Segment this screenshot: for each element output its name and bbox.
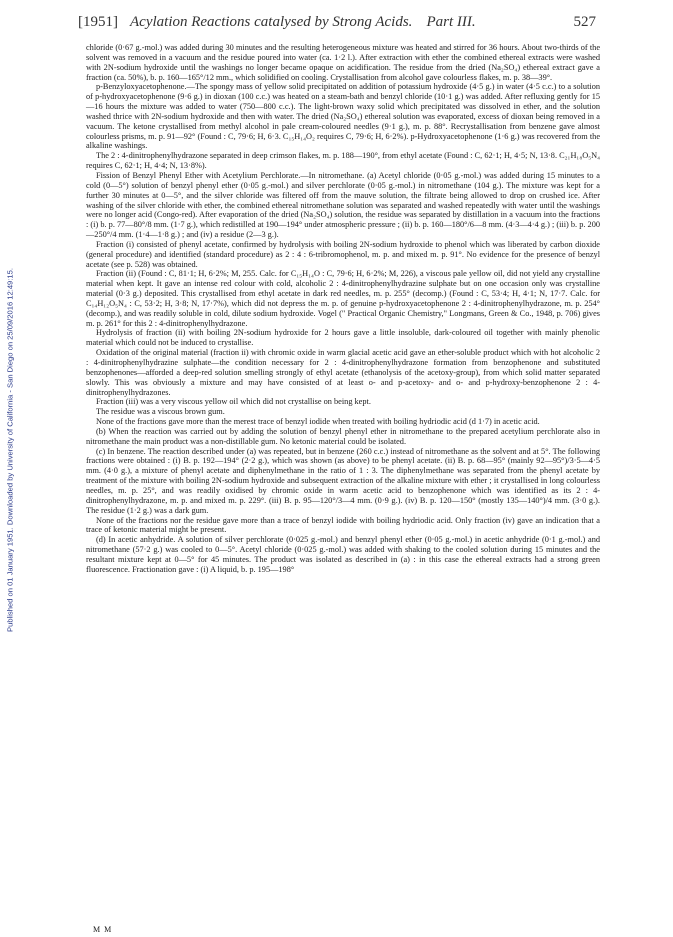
paragraph: The 2 : 4-dinitrophenylhydrazone separated in deep crimson flakes, m. p. 188—190°, from ethyl acetate (Found : C, 62·1; H, 4·5; N, 13·8. C₂₁H₁₈O₅N₄ requires C, 62·1; H, 4·4; N, 13·8%). (86, 151, 600, 171)
header-year: [1951] (78, 14, 118, 30)
paragraph: Hydrolysis of fraction (ii) with boiling 2N-sodium hydroxide for 2 hours gave a little insoluble, dark-coloured oil together with mainly phenolic material which could not be induced to crystallise. (86, 328, 600, 348)
page-number: 527 (573, 14, 596, 30)
paragraph: (b) When the reaction was carried out by adding the solution of benzyl phenyl ether in nitromethane to the prepared acetylium perchlorate also in nitromethane the main product was a non-distillable gum. No ketonic material could be isolated. (86, 426, 600, 446)
header-part: Part III. (426, 14, 476, 30)
paragraph: p-Benzyloxyacetophenone.—The spongy mass of yellow solid precipitated on addition of potassium hydroxide (4·5 g.) in water (4·5 c.c.) to a solution of p-hydroxyacetophenone (9·6 g.) in dioxan (100 c.c.) was heated on a steam-bath and benzyl chloride (10·1 g.) was added. After refluxing gently for 15—16 hours the mixture was added to water (750—800 c.c.). The light-brown waxy solid which precipitated was dissolved in ether, and the solution washed thrice with 2N-sodium hydroxide and then with water. The dried (Na₂SO₄) ethereal solution was evaporated, excess of dioxan being removed in a vacuum. The ketone crystallised from methyl alcohol in pale cream-coloured needles (9·1 g.), m. p. 88°. Recrystallisation from benzene gave almost colourless prisms, m. p. 91—92° (Found : C, 79·6; H, 6·3. C₁₅H₁₄O₂ requires C, 79·6; H, 6·2%). p-Hydroxyacetophenone (1·6 g.) was recovered from the alkaline washings. (86, 82, 600, 151)
paragraph: chloride (0·67 g.-mol.) was added during 30 minutes and the resulting heterogeneous mixture was heated and stirred for 36 hours. About two-thirds of the solvent was removed in a vacuum and the residue poured into water (ca. 1·2 l.). After extraction with ether the combined ethereal extracts were washed with 2N-sodium hydroxide until the washings no longer became opaque on acidification. The residue from the dried (Na₂SO₄) ethereal extract gave a fraction (ca. 50%), b. p. 160—165°/12 mm., which solidified on cooling. Crystallisation from alcohol gave colourless flakes, m. p. 38—39°. (86, 43, 600, 82)
paragraph: Oxidation of the original material (fraction ii) with chromic oxide in warm glacial acetic acid gave an ether-soluble product which with hot alcoholic 2 : 4-dinitrophenylhydrazine sulphate—the condition necessary for 2 : 4-dinitrophenylhydrazone formation from benzophenone and substituted benzophenones—afforded a deep-red solution smelling strongly of ethyl acetate (ethanolysis of the acetoxy-group), from which solid matter separated slowly. This was obviously a mixture and may have consisted of at least o- and p-acetoxy- and o- and p-hydroxy-benzophenone 2 : 4-dinitrophenylhydrazones. (86, 348, 600, 397)
signature-mark: M M (93, 925, 113, 934)
paragraph: The residue was a viscous brown gum. (96, 407, 225, 417)
provenance-text: Published on 01 January 1951. Downloaded by University of California - San Diego on 25/09/2016 12:49:15. (5, 268, 15, 632)
paragraph: None of the fractions gave more than the merest trace of benzyl iodide when treated with boiling hydriodic acid (d 1·7) in acetic acid. (96, 417, 540, 427)
article-body (86, 43, 600, 575)
paragraph: Fraction (i) consisted of phenyl acetate, confirmed by hydrolysis with boiling 2N-sodium hydroxide to phenol which was liberated by carbon dioxide (general procedure) and identified (standard procedure) as 2 : 4 : 6-tribromophenol, m. p. and mixed m. p. 91°. No evidence for the presence of benzyl acetate (see p. 528) was obtained. (86, 239, 600, 269)
paragraph: Fraction (iii) was a very viscous yellow oil which did not crystallise on being kept. (96, 397, 371, 407)
header-title: Acylation Reactions catalysed by Strong Acids. (130, 14, 413, 30)
paragraph: Fraction (ii) (Found : C, 81·1; H, 6·2%; M, 255. Calc. for C₁₅H₁₄O : C, 79·6; H, 6·2%; M, 226), a viscous pale yellow oil, did not yield any crystalline material when kept. It gave an intense red colour with cold, alcoholic 2 : 4-dinitrophenylhydrazine sulphate but on one occasion only was crystalline material (0·3 g.) deposited. This crystallised from ethyl acetate in dark red needles, m. p. 255° (decomp.) (Found : C, 53·4; H, 4·1; N, 17·7. Calc. for C₁₄H₁₂O₅N₄ : C, 53·2; H, 3·8; N, 17·7%), which did not depress the m. p. of genuine p-hydroxyacetophenone 2 : 4-dinitrophenylhydrazone, m. p. 254° (decomp.), and was readily soluble in cold, dilute sodium hydroxide. Vogel (" Practical Organic Chemistry," Longmans, Green & Co., 1948, p. 706) gives m. p. 261° for this 2 : 4-dinitrophenylhydrazone. (86, 269, 600, 328)
download-provenance-sidebar (1, 150, 19, 750)
paragraph: None of the fractions nor the residue gave more than a trace of benzyl iodide with boiling hydriodic acid. Only fraction (iv) gave an indication that a trace of ketonic material might be present. (86, 515, 600, 535)
paragraph: (c) In benzene. The reaction described under (a) was repeated, but in benzene (260 c.c.) instead of nitromethane as the solvent and at 5°. The following fractions were obtained : (i) B. p. 192—194° (2·2 g.), which was shown (as above) to be phenyl acetate. (ii) B. p. 68—95° (mainly 92—95°)/3·5—4·5 mm. (4·0 g.), a mixture of phenyl acetate and diphenylmethane in the ratio of 1 : 3. The diphenylmethane was separated from the phenyl acetate by treatment of the mixture with boiling 2N-sodium hydroxide and subsequent extraction of the alkaline mixture with ether ; it crystallised in long colourless needles, m. p. 25°, and was readily oxidised by chromic oxide in warm acetic acid to benzophenone which was identified as its 2 : 4-dinitrophenylhydrazone, m. p. and mixed m. p. 229°. (iii) B. p. 95—120°/3—4 mm. (0·9 g.). (iv) B. p. 120—150° (mostly 135—140°)/4 mm. (3·0 g.). The residue (1·2 g.) was a dark gum. (86, 446, 600, 515)
paragraph: (d) In acetic anhydride. A solution of silver perchlorate (0·025 g.-mol.) and benzyl phenyl ether (0·05 g.-mol.) in acetic anhydride (0·1 g.-mol.) and nitromethane (57·2 g.) was cooled to 0—5°. Acetyl chloride (0·025 g.-mol.) was added with shaking to the cooled solution during 15 minutes and the resultant mixture kept at 0—5° for 45 minutes. The product was isolated as described in (a) : in this case the ethereal extracts had a strong green fluorescence. Fractionation gave : (i) A liquid, b. p. 195—198° (86, 535, 600, 574)
running-header (78, 14, 596, 36)
paragraph: Fission of Benzyl Phenyl Ether with Acetylium Perchlorate.—In nitromethane. (a) Acetyl chloride (0·05 g.-mol.) was added during 15 minutes to a cold (0—5°) solution of benzyl phenyl ether (0·05 g.-mol.) and silver perchlorate (0·05 g.-mol.) in nitromethane (104 g.). The mixture was kept for a further 30 minutes at 0—5°, and the silver chloride was filtered off from the mauve solution, the filtrate being allowed to drop on crushed ice. After washing of the silver chloride with ether, the combined ethereal nitromethane solution was separated and washed repeatedly with water until the washings were no longer acid (Congo-red). After evaporation of the dried (Na₂SO₄) solution, the residue was separated by distillation in a vacuum into the fractions : (i) b. p. 77—80°/8 mm. (1·7 g.), which redistilled at 190—194° under atmospheric pressure ; (ii) b. p. 160—180°/6—8 mm. (4·3—4·4 g.) ; (iii) b. p. 200—250°/4 mm. (1·4—1·8 g.) ; and (iv) a residue (2—3 g.). (86, 170, 600, 240)
